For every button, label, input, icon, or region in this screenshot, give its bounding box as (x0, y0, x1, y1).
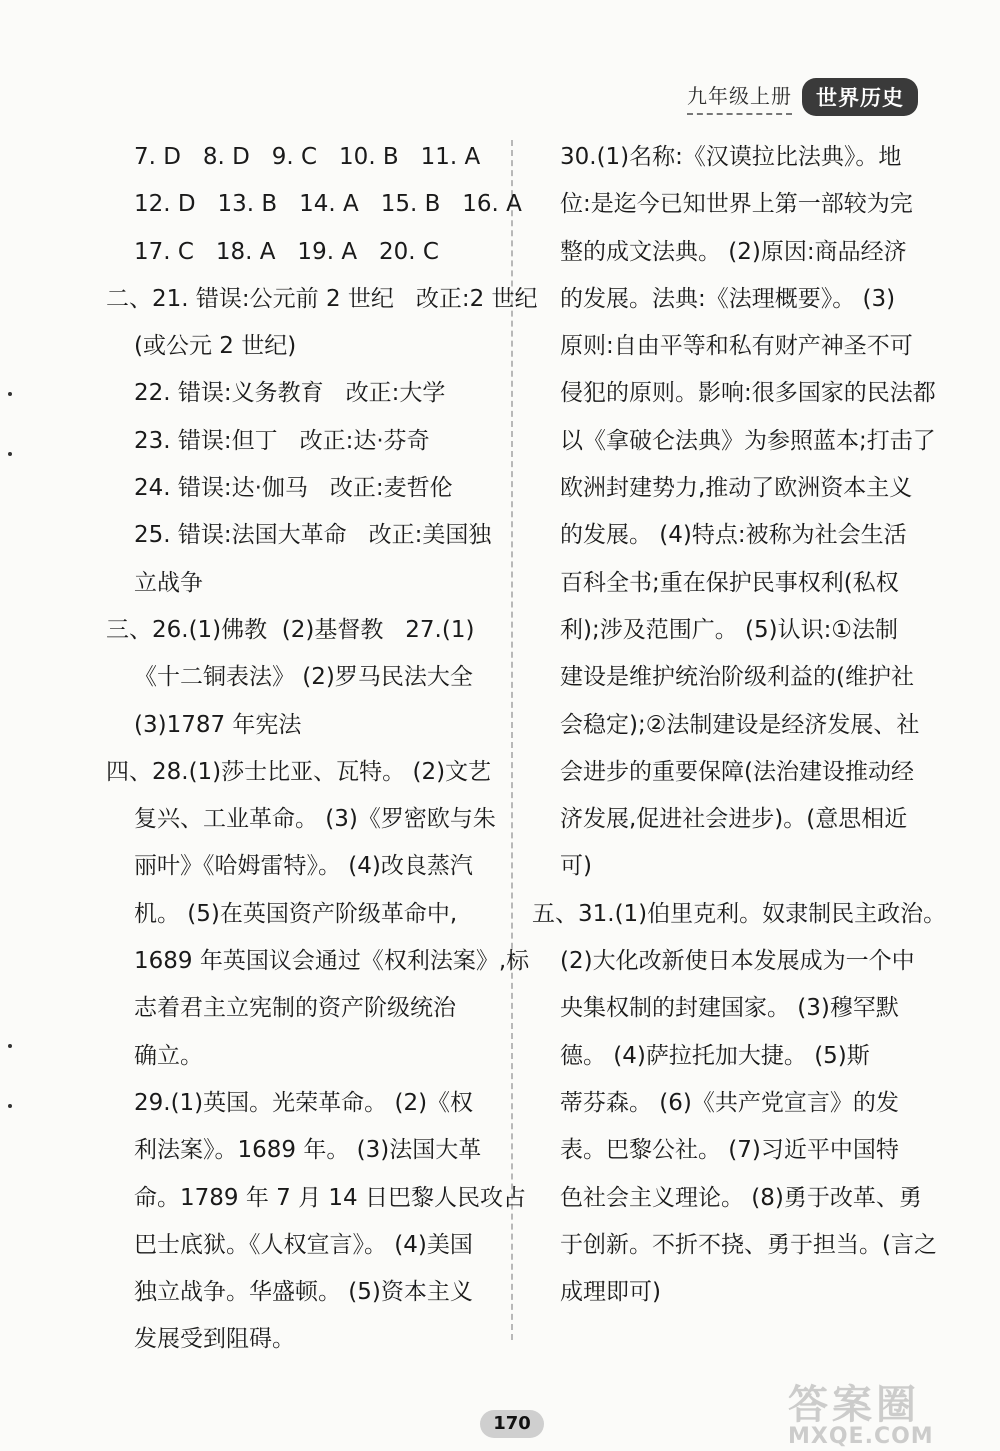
right-answer-column (532, 134, 947, 1316)
answer-line: 7. D 8. D 9. C 10. B 11. A (134, 144, 481, 170)
answer-line: 17. C 18. A 19. A 20. C (134, 238, 439, 265)
watermark-cn: 答案圈 (788, 1382, 920, 1428)
column-divider (511, 140, 513, 1340)
answer-line: 欧洲封建势力,推动了欧洲资本主义 (560, 475, 913, 502)
answer-line: 30.(1)名称:《汉谟拉比法典》。地 (560, 144, 902, 170)
answer-line: 会进步的重要保障(法治建设推动经 (560, 758, 914, 785)
answer-line: (3)1787 年宪法 (134, 711, 302, 738)
answer-line: 丽叶》《哈姆雷特》。 (4)改良蒸汽 (134, 853, 473, 880)
answer-line: 百科全书;重在保护民事权利(私权 (560, 569, 899, 596)
answer-line: 四、28.(1)莎士比亚、瓦特。 (2)文艺 (106, 758, 492, 785)
answer-line: 复兴、工业革命。 (3)《罗密欧与朱 (134, 806, 496, 833)
answer-line: 25. 错误:法国大革命 改正:美国独 (134, 522, 492, 549)
answer-line: 23. 错误:但丁 改正:达·芬奇 (134, 427, 430, 454)
answer-line: 巴士底狱。《人权宣言》。 (4)美国 (134, 1231, 473, 1258)
answer-line: 的发展。法典:《法理概要》。 (3) (560, 285, 896, 312)
answer-line: 侵犯的原则。影响:很多国家的民法都 (560, 380, 936, 407)
answer-line: 12. D 13. B 14. A 15. B 16. A (134, 191, 522, 218)
answer-line: 1689 年英国议会通过《权利法案》,标 (134, 948, 530, 975)
answer-line: 二、21. 错误:公元前 2 世纪 改正:2 世纪 (106, 285, 538, 312)
answer-line: 志着君主立宪制的资产阶级统治 (134, 995, 456, 1022)
answer-line: 会稳定);②法制建设是经济发展、社 (560, 711, 920, 738)
answer-line: 24. 错误:达·伽马 改正:麦哲伦 (134, 475, 453, 502)
answer-line: 位:是迄今已知世界上第一部较为完 (560, 191, 913, 218)
answer-line: 以《拿破仑法典》为参照蓝本;打击了 (560, 427, 936, 454)
answer-line: 《十二铜表法》 (2)罗马民法大全 (134, 664, 473, 691)
answer-line: 济发展,促进社会进步)。(意思相近 (560, 806, 908, 833)
answer-line: (或公元 2 世纪) (134, 333, 297, 360)
scan-speck (8, 452, 12, 456)
answer-line: 立战争 (134, 569, 203, 596)
answer-line: 原则:自由平等和私有财产神圣不可 (560, 333, 913, 360)
answer-line: 色社会主义理论。 (8)勇于改革、勇 (560, 1184, 922, 1211)
answer-line: 蒂芬森。 (6)《共产党宣言》的发 (560, 1089, 899, 1116)
answer-line: 央集权制的封建国家。 (3)穆罕默 (560, 995, 899, 1022)
left-answer-column (106, 134, 538, 1364)
answer-line: 29.(1)英国。光荣革命。 (2)《权 (134, 1089, 474, 1116)
subject-badge: 世界历史 (802, 78, 918, 116)
scan-speck (8, 392, 12, 396)
answer-line: 独立战争。华盛顿。 (5)资本主义 (134, 1279, 473, 1306)
page-header (687, 78, 918, 116)
answer-line: 利法案》。1689 年。 (3)法国大革 (134, 1137, 482, 1164)
answer-line: 五、31.(1)伯里克利。奴隶制民主政治。 (532, 900, 947, 927)
answer-line: 利);涉及范围广。 (5)认识:①法制 (560, 616, 898, 643)
answer-line: (2)大化改新使日本发展成为一个中 (560, 948, 915, 975)
answer-line: 德。 (4)萨拉托加大捷。 (5)斯 (560, 1042, 870, 1069)
scan-speck (8, 1044, 12, 1048)
watermark-en: MXQE.COM (788, 1424, 934, 1449)
page-number: 170 (480, 1410, 544, 1438)
answer-line: 于创新。不折不挠、勇于担当。(言之 (560, 1231, 937, 1258)
grade-label: 九年级上册 (687, 80, 792, 115)
answer-line: 表。巴黎公社。 (7)习近平中国特 (560, 1137, 899, 1164)
answer-line: 的发展。 (4)特点:被称为社会生活 (560, 522, 907, 549)
answer-line: 成理即可) (560, 1279, 661, 1306)
scan-speck (8, 1104, 12, 1108)
answer-line: 22. 错误:义务教育 改正:大学 (134, 380, 446, 407)
watermark-logo (788, 1373, 988, 1449)
answer-line: 机。 (5)在英国资产阶级革命中, (134, 900, 458, 927)
answer-line: 建设是维护统治阶级利益的(维护社 (560, 664, 914, 691)
answer-line: 确立。 (134, 1042, 203, 1069)
answer-line: 整的成文法典。 (2)原因:商品经济 (560, 238, 907, 265)
answer-line: 三、26.(1)佛教 (2)基督教 27.(1) (106, 616, 475, 643)
answer-line: 可) (560, 853, 592, 880)
answer-line: 命。1789 年 7 月 14 日巴黎人民攻占 (134, 1184, 526, 1211)
answer-line: 发展受到阻碍。 (134, 1326, 295, 1353)
